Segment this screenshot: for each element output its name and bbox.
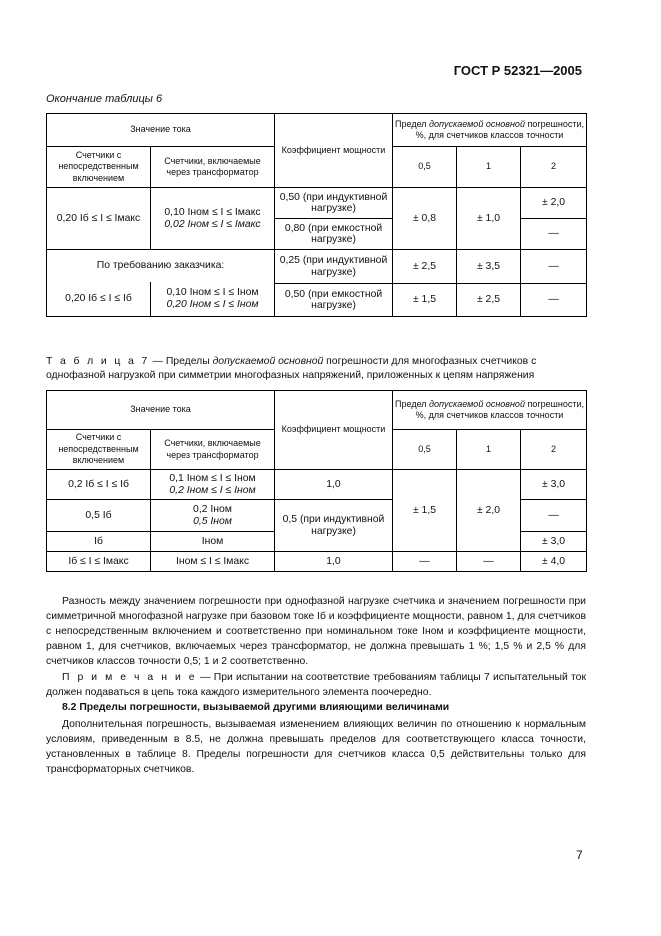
row4-power-factor: 1,0 (275, 552, 393, 572)
row2-direct-range: 0,5 Iб (47, 500, 151, 532)
row1-direct-range: 0,2 Iб ≤ I ≤ Iб (47, 470, 151, 500)
row2-pf-b: 0,50 (при емкостной нагрузке) (275, 284, 393, 317)
row1-error-2-capacitive: — (521, 219, 587, 250)
section-8-2-heading: 8.2 Пределы погрешности, вызываемой другими влияющими величинами (62, 702, 450, 713)
header-power-factor: Коэффициент мощности (275, 391, 393, 470)
row4-transformer-range: Iном ≤ I ≤ Iмакс (151, 552, 275, 572)
row3-direct-range: Iб (47, 532, 151, 552)
row4-error-2: ± 4,0 (521, 552, 587, 572)
header-current-value: Значение тока (47, 114, 275, 147)
row3-error-2: ± 3,0 (521, 532, 587, 552)
row1-power-factor: 1,0 (275, 470, 393, 500)
header-class-2: 2 (521, 147, 587, 188)
header-class-2: 2 (521, 430, 587, 470)
row1-transformer-range: 0,1 Iном ≤ I ≤ Iном 0,2 Iном ≤ I ≤ Iном (151, 470, 275, 500)
row2-error-2: — (521, 500, 587, 532)
row1-pf-inductive: 0,50 (при индуктивной нагрузке) (275, 188, 393, 219)
row2-pf-a: 0,25 (при индуктивной нагрузке) (275, 250, 393, 284)
row1-error-2: ± 3,0 (521, 470, 587, 500)
header-class-1: 1 (457, 147, 521, 188)
table-7-caption: Т а б л и ц а 7 — Пределы допускаемой основной погрешности для многофазных счетчиков с однофазной нагрузкой при симметрии многофазных напряжений, приложенных к цепям напряжения (46, 356, 537, 381)
page-number: 7 (576, 848, 583, 862)
row2-a-error-2: — (521, 250, 587, 284)
row2-direct-range: 0,20 Iб ≤ I ≤ Iб (47, 282, 151, 317)
header-error-limit: Предел допускаемой основной погрешности, %, для счетчиков классов точности (393, 391, 587, 430)
row1-error-05: ± 0,8 (393, 188, 457, 250)
header-transformer-meters: Счетчики, включаемые через трансформатор (151, 147, 275, 188)
row4-direct-range: Iб ≤ I ≤ Iмакс (47, 552, 151, 572)
header-class-05: 0,5 (393, 430, 457, 470)
row2-b-error-1: ± 2,5 (457, 284, 521, 317)
row1-transformer-range: 0,10 Iном ≤ I ≤ Iмакс 0,02 Iном ≤ I ≤ Iмакс (151, 188, 275, 250)
mid-error-05: ± 1,5 (393, 470, 457, 552)
document-code: ГОСТ Р 52321—2005 (453, 63, 582, 78)
header-transformer-meters: Счетчики, включаемые через трансформатор (151, 430, 275, 470)
row4-error-1: — (457, 552, 521, 572)
header-direct-meters: Счетчики с непосредственным включением (47, 430, 151, 470)
table-6-caption: Окончание таблицы 6 (46, 93, 163, 105)
table-7 (46, 390, 587, 572)
mid-error-1: ± 2,0 (457, 470, 521, 552)
row1-error-1: ± 1,0 (457, 188, 521, 250)
row2-a-error-1: ± 3,5 (457, 250, 521, 284)
row2-b-error-2: — (521, 284, 587, 317)
row3-transformer-range: Iном (151, 532, 275, 552)
row4-error-05: — (393, 552, 457, 572)
header-class-05: 0,5 (393, 147, 457, 188)
header-direct-meters: Счетчики с непосредственным включением (47, 147, 151, 188)
header-error-limit: Предел допускаемой основной погрешности, %, для счетчиков классов точности (393, 114, 587, 147)
row1-pf-capacitive: 0,80 (при емкостной нагрузке) (275, 219, 393, 250)
paragraph-difference: Разность между значением погрешности при однофазной нагрузке счетчика и значением погрешности при симметричной многофазной нагрузке при базовом токе Iб и коэффициенте мощности, равном 1, для счетчиков с непосредственным включением и соответственно при номинальном токе Iном и коэффициенте мощности, равном 1, для счетчиков, включаемых через трансформатор, не должна превышать 1 %; 1,5 % и 2,5 % для счетчиков классов точности 0,5; 1 и 2 соответственно. (46, 596, 586, 667)
row2-transformer-range: 0,2 Iном 0,5 Iном (151, 500, 275, 532)
power-factor-inductive: 0,5 (при индуктивной нагрузке) (275, 500, 393, 552)
note: П р и м е ч а н и е — При испытании на соответствие требованиям таблицы 7 испытательный ток должен подаваться в цепь тока каждого измерительного элемента поочередно. (46, 672, 586, 698)
row2-transformer-range: 0,10 Iном ≤ I ≤ Iном 0,20 Iном ≤ I ≤ Iном (151, 282, 275, 317)
table-6 (46, 113, 587, 317)
row1-error-2-inductive: ± 2,0 (521, 188, 587, 219)
header-power-factor: Коэффициент мощности (275, 114, 393, 188)
header-class-1: 1 (457, 430, 521, 470)
row2-a-error-05: ± 2,5 (393, 250, 457, 284)
header-current-value: Значение тока (47, 391, 275, 430)
customer-request-label: По требованию заказчика: (47, 250, 275, 282)
row1-direct-range: 0,20 Iб ≤ I ≤ Iмакс (47, 188, 151, 250)
paragraph-additional-error: Дополнительная погрешность, вызываемая изменением влияющих величин по отношению к нормальным условиям, приведенным в 8.5, не должна превышать пределов для соответствующего класса точности, установленных в таблице 8. Пределы погрешности для счетчиков класса 0,5 действительны только для трансформаторных счетчиков. (46, 719, 586, 775)
row2-b-error-05: ± 1,5 (393, 284, 457, 317)
